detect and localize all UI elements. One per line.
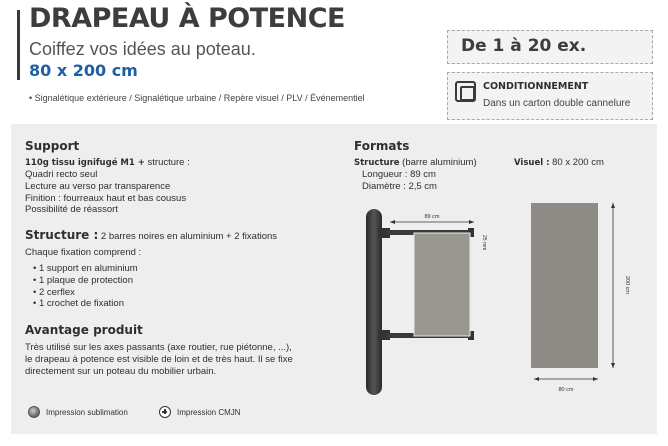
formats-visual-label: Visuel : bbox=[514, 158, 550, 168]
formats-structure bbox=[354, 157, 477, 170]
banner bbox=[414, 233, 470, 336]
dim-label-89: 89 cm bbox=[424, 214, 440, 220]
structure-heading-label: Structure : bbox=[25, 228, 99, 242]
support-line: Lecture au verso par transparence bbox=[25, 180, 171, 192]
packaging-text: Dans un carton double cannelure bbox=[483, 98, 631, 109]
packaging-box bbox=[447, 72, 653, 120]
formats-visual-rest: 80 x 200 cm bbox=[549, 157, 604, 168]
quantity-label: De 1 à 20 ex. bbox=[461, 36, 587, 56]
support-line: Quadri recto seul bbox=[25, 169, 98, 180]
structure-items bbox=[33, 263, 138, 310]
advantage-line: le drapeau à potence est visible de loin et de très haut. Il se fixe bbox=[25, 353, 293, 365]
support-material-rest: structure : bbox=[144, 157, 190, 168]
dim-label-200: 200 cm bbox=[624, 275, 630, 295]
advantage-text bbox=[25, 342, 293, 377]
product-diagram bbox=[350, 195, 650, 395]
support-line: Finition : fourreaux haut et bas cousus bbox=[25, 192, 187, 204]
arrow-left-icon bbox=[534, 377, 539, 381]
structure-item: • 2 cerflex bbox=[33, 286, 75, 298]
dim-label-80: 80 cm bbox=[558, 387, 574, 393]
arrow-right-icon bbox=[469, 220, 474, 224]
formats-heading: Formats bbox=[354, 139, 410, 153]
structure-heading-rest: 2 barres noires en aluminium + 2 fixations bbox=[98, 231, 278, 242]
box-icon bbox=[455, 81, 476, 102]
legend-cmjn: Impression CMJN bbox=[177, 408, 241, 417]
structure-item: • 1 crochet de fixation bbox=[33, 298, 124, 310]
support-material bbox=[25, 157, 190, 170]
formats-length: Longueur : 89 cm bbox=[362, 169, 436, 180]
support-lines bbox=[25, 169, 186, 216]
quantity-box bbox=[447, 30, 653, 64]
structure-item: • 1 support en aluminium bbox=[33, 263, 138, 274]
cmjn-icon bbox=[159, 406, 171, 418]
packaging-title: CONDITIONNEMENT bbox=[483, 81, 589, 92]
formats-structure-rest: (barre aluminium) bbox=[399, 157, 477, 168]
page-subtitle: Coiffez vos idées au poteau. bbox=[29, 39, 256, 59]
structure-intro: Chaque fixation comprend : bbox=[25, 247, 142, 258]
formats-diameter: Diamètre : 2,5 cm bbox=[362, 181, 437, 192]
arrow-down-icon bbox=[611, 363, 615, 368]
advantage-line: directement sur un poteau du mobilier urbain. bbox=[25, 365, 217, 377]
sublimation-icon bbox=[28, 406, 40, 418]
product-size: 80 x 200 cm bbox=[29, 61, 138, 80]
support-heading: Support bbox=[25, 139, 80, 153]
support-material-bold: 110g tissu ignifugé M1 + bbox=[25, 158, 145, 168]
visual-panel bbox=[531, 203, 598, 368]
advantage-heading: Avantage produit bbox=[25, 323, 143, 337]
structure-item: • 1 plaque de protection bbox=[33, 274, 133, 286]
arrow-left-icon bbox=[390, 220, 395, 224]
arrow-right-icon bbox=[593, 377, 598, 381]
support-line: Possibilité de réassort bbox=[25, 204, 118, 216]
formats-visual bbox=[514, 157, 604, 170]
legend-sublimation: Impression sublimation bbox=[46, 408, 128, 417]
advantage-line: Très utilisé sur les axes passants (axe routier, rue piétonne, ...), bbox=[25, 342, 292, 353]
header-accent-bar bbox=[17, 10, 20, 80]
structure-heading bbox=[25, 228, 277, 242]
arrow-up-icon bbox=[611, 203, 615, 208]
page-title: DRAPEAU À POTENCE bbox=[29, 3, 345, 34]
formats-structure-label: Structure bbox=[354, 158, 400, 168]
dim-label-25mm: 25 mm bbox=[481, 235, 487, 251]
usage-tags: • Signalétique extérieure / Signalétique urbaine / Repère visuel / PLV / Événementiel bbox=[29, 93, 365, 103]
